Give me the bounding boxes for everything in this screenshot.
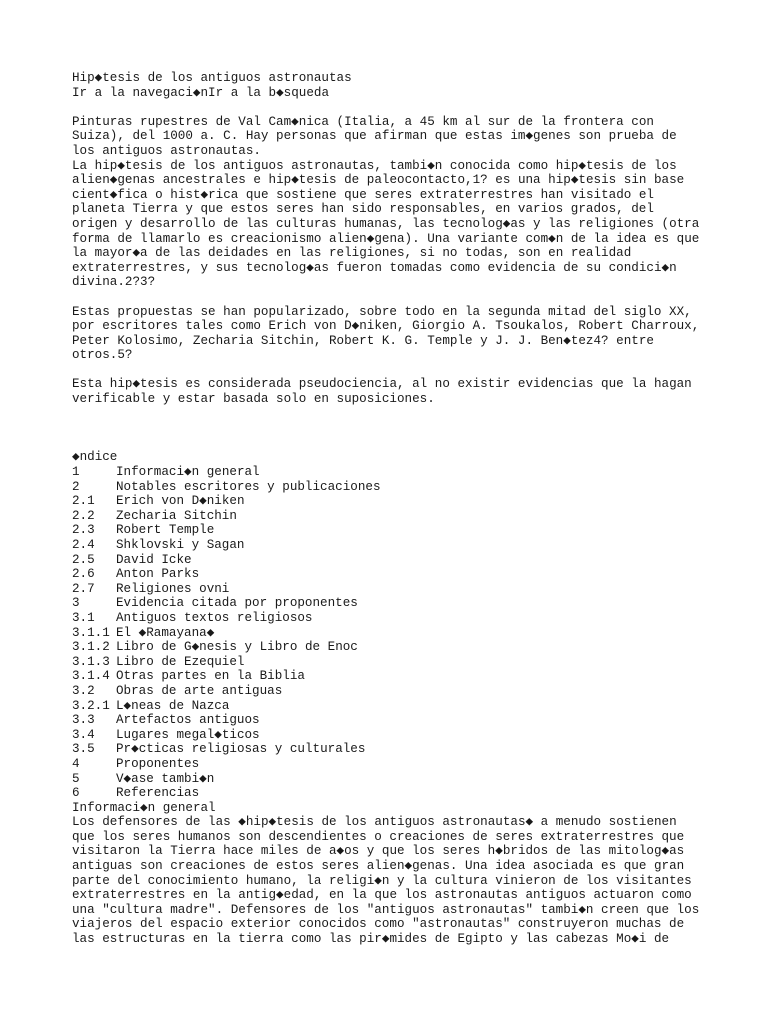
text-line: Esta hip◆tesis es considerada pseudociencia, al no existir evidencias que la hagan: [72, 377, 692, 392]
toc-item[interactable]: [72, 728, 762, 743]
text-line: forma de llamarlo es creacionismo alien◆gena). Una variante com◆n de la idea es que: [72, 231, 700, 246]
spacer: [72, 363, 762, 378]
spacer: [72, 290, 762, 305]
text-line: Pinturas rupestres de Val Cam◆nica (Italia, a 45 km al sur de la frontera con: [72, 114, 654, 129]
text-line: planeta Tierra y que estos seres han sido responsables, en varios grados, del: [72, 202, 654, 217]
toc-item[interactable]: [72, 626, 762, 641]
navigation-links[interactable]: Ir a la navegaci◆nIr a la b◆squeda: [72, 85, 330, 100]
toc-item[interactable]: [72, 465, 762, 480]
toc-number: 3.2: [72, 683, 95, 698]
toc-number: 4: [72, 756, 80, 771]
toc-label: Libro de G◆nesis y Libro de Enoc: [116, 640, 358, 655]
toc-item[interactable]: [72, 786, 762, 801]
toc-number: 2.5: [72, 552, 95, 567]
toc-label: Erich von D◆niken: [116, 494, 245, 509]
text-line: Los defensores de las ◆hip◆tesis de los antiguos astronautas◆ a menudo sostienen: [72, 815, 677, 830]
toc-number: 3.3: [72, 713, 95, 728]
toc-item[interactable]: [72, 655, 762, 670]
table-of-contents: [72, 450, 762, 800]
toc-label: Informaci◆n general: [116, 465, 260, 480]
text-line: alien◆genas ancestrales e hip◆tesis de paleocontacto,1? es una hip◆tesis sin base: [72, 173, 685, 188]
text-line: viajeros del espacio exterior conocidos como "astronautas" construyeron muchas de: [72, 917, 685, 932]
toc-label: Proponentes: [116, 756, 200, 771]
toc-number: 3: [72, 596, 80, 611]
toc-label: Lugares megal◆ticos: [116, 727, 260, 742]
text-line: Suiza), del 1000 a. C. Hay personas que afirman que estas im◆genes son prueba de: [72, 129, 677, 144]
toc-item[interactable]: [72, 772, 762, 787]
toc-label: Artefactos antiguos: [116, 713, 260, 728]
text-line: los antiguos astronautas.: [72, 143, 261, 158]
section-heading: Informaci◆n general: [72, 800, 216, 815]
toc-label: Pr◆cticas religiosas y culturales: [116, 742, 366, 757]
toc-item[interactable]: [72, 699, 762, 714]
toc-item[interactable]: [72, 611, 762, 626]
toc-label: Evidencia citada por proponentes: [116, 596, 358, 611]
toc-number: 2.3: [72, 523, 95, 538]
toc-label: L◆neas de Nazca: [116, 698, 230, 713]
text-line: Estas propuestas se han popularizado, sobre todo en la segunda mitad del siglo XX,: [72, 304, 692, 319]
toc-number: 2.1: [72, 494, 95, 509]
text-line: La hip◆tesis de los antiguos astronautas, tambi◆n conocida como hip◆tesis de los: [72, 158, 677, 173]
toc-label: El ◆Ramayana◆: [116, 625, 215, 640]
spacer: [72, 436, 762, 451]
toc-number: 3.1.4: [72, 669, 110, 684]
toc-item[interactable]: [72, 553, 762, 568]
toc-label: Referencias: [116, 786, 200, 801]
general-info-section: [72, 801, 762, 947]
pseudoscience-paragraph: [72, 377, 762, 406]
toc-label: Notables escritores y publicaciones: [116, 479, 381, 494]
toc-number: 2.4: [72, 538, 95, 552]
toc-number: 3.5: [72, 742, 95, 757]
toc-number: 3.4: [72, 727, 95, 742]
toc-label: Libro de Ezequiel: [116, 654, 245, 669]
document-page: [72, 71, 762, 947]
spacer: [72, 407, 762, 436]
toc-item[interactable]: [72, 640, 762, 655]
toc-label: Otras partes en la Biblia: [116, 669, 305, 684]
text-line: visitaron la Tierra hace miles de a◆os y que los seres h◆bridos de las mitolog◆as: [72, 844, 685, 859]
text-line: extraterrestres en la antig◆edad, en la que los astronautas antiguos actuaron como: [72, 888, 692, 903]
toc-item[interactable]: [72, 669, 762, 684]
toc-number: 3.1.3: [72, 654, 110, 669]
toc-number: 3.1: [72, 610, 95, 625]
toc-item[interactable]: [72, 582, 762, 597]
page-title: Hip◆tesis de los antiguos astronautas: [72, 71, 352, 85]
toc-number: 2.7: [72, 581, 95, 596]
toc-label: Obras de arte antiguas: [116, 683, 283, 698]
toc-item[interactable]: [72, 509, 762, 524]
toc-number: 5: [72, 771, 80, 786]
text-line: Peter Kolosimo, Zecharia Sitchin, Robert K. G. Temple y J. J. Ben◆tez4? entre: [72, 333, 654, 348]
toc-item[interactable]: [72, 523, 762, 538]
text-line: origen y desarrollo de las culturas humanas, las tecnolog◆as y las religiones (otra: [72, 216, 700, 231]
text-line: las estructuras en la tierra como las pir◆mides de Egipto y las cabezas Mo◆i de: [72, 932, 670, 947]
text-line: extraterrestres, y sus tecnolog◆as fueron tomadas como evidencia de su condici◆n: [72, 260, 677, 275]
toc-item[interactable]: [72, 713, 762, 728]
toc-item[interactable]: [72, 596, 762, 611]
text-line: antiguas son creaciones de estos seres alien◆genas. Una idea asociada es que gran: [72, 859, 685, 874]
toc-item[interactable]: [72, 742, 762, 757]
toc-number: 2.2: [72, 508, 95, 523]
toc-number: 3.1.2: [72, 640, 110, 655]
toc-item[interactable]: [72, 494, 762, 509]
toc-number: 2.6: [72, 567, 95, 582]
text-line: que los seres humanos son descendientes o creaciones de seres extraterrestres que: [72, 829, 685, 844]
toc-item[interactable]: [72, 538, 762, 553]
toc-heading: ◆ndice: [72, 450, 118, 465]
toc-label: Antiguos textos religiosos: [116, 610, 313, 625]
toc-item[interactable]: [72, 567, 762, 582]
toc-number: 1: [72, 465, 80, 480]
toc-item[interactable]: [72, 757, 762, 772]
toc-item[interactable]: [72, 480, 762, 495]
toc-label: David Icke: [116, 552, 192, 567]
text-line: parte del conocimiento humano, la religi◆n y la cultura vinieron de los visitantes: [72, 873, 692, 888]
toc-number: 6: [72, 786, 80, 801]
toc-number: 2: [72, 479, 80, 494]
text-line: por escritores tales como Erich von D◆niken, Giorgio A. Tsoukalos, Robert Charroux,: [72, 319, 700, 334]
text-line: divina.2?3?: [72, 275, 156, 290]
text-line: otros.5?: [72, 348, 133, 363]
toc-label: Zecharia Sitchin: [116, 508, 237, 523]
text-line: cient◆fica o hist◆rica que sostiene que seres extraterrestres han visitado el: [72, 187, 654, 202]
toc-label: Shklovski y Sagan: [116, 538, 245, 552]
toc-label: Robert Temple: [116, 523, 215, 538]
toc-item[interactable]: [72, 684, 762, 699]
toc-label: Religiones ovni: [116, 581, 230, 596]
text-line: una "cultura madre". Defensores de los "antiguos astronautas" tambi◆n creen que los: [72, 902, 700, 917]
toc-label: Anton Parks: [116, 567, 200, 582]
toc-number: 3.1.1: [72, 625, 110, 640]
text-line: verificable y estar basada solo en suposiciones.: [72, 392, 435, 407]
text-line: la mayor◆a de las deidades en las religiones, si no todas, son en realidad: [72, 246, 632, 261]
toc-label: V◆ase tambi◆n: [116, 771, 215, 786]
intro-paragraph: [72, 115, 762, 290]
writers-paragraph: [72, 305, 762, 363]
spacer: [72, 100, 762, 115]
toc-number: 3.2.1: [72, 698, 110, 713]
